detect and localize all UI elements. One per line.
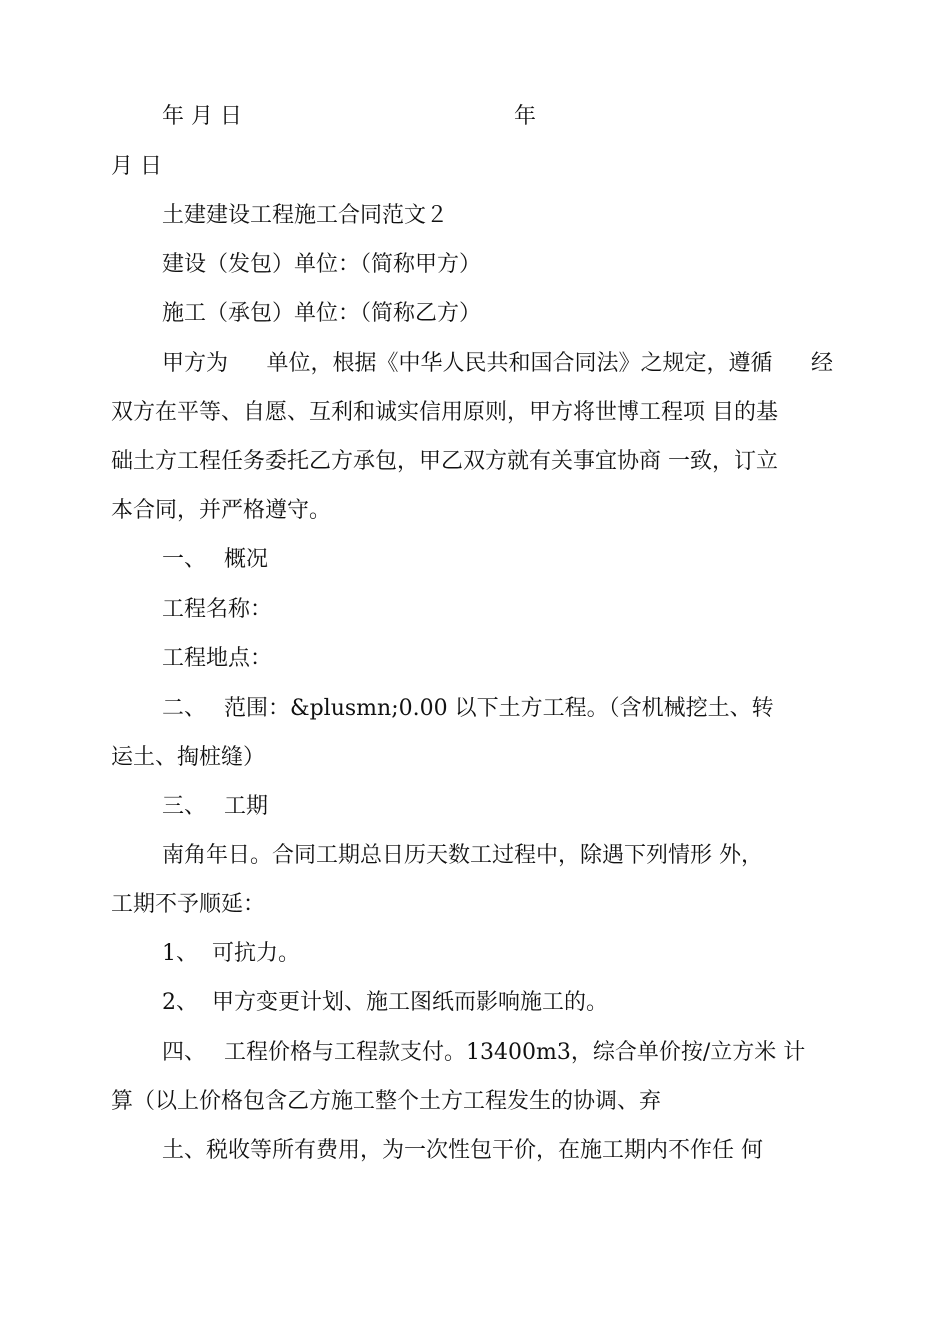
section-2-line bbox=[224, 692, 833, 726]
item-1-number: 1、 bbox=[162, 941, 198, 966]
project-name-label: 工程名称： bbox=[162, 597, 273, 622]
intro-line-1-part-3: 经 bbox=[810, 351, 833, 376]
date-line-left: 年 月 日 bbox=[162, 104, 242, 129]
intro-line-3 bbox=[111, 445, 833, 479]
party-a-line: 建设（发包）单位：（简称甲方） bbox=[162, 252, 482, 277]
intro-line-3-text: 础土方工程任务委托乙方承包，甲乙双方就有关事宜协商 一致，订立 bbox=[111, 449, 778, 474]
section-4-number: 四、 bbox=[162, 1040, 207, 1065]
item-1-text: 可抗力。 bbox=[212, 941, 301, 966]
intro-line-1-part-2: 单位，根据《中华人民共和国合同法》之规定，遵循 bbox=[266, 351, 773, 376]
section-3-title: 工期 bbox=[224, 794, 269, 819]
item-2-number: 2、 bbox=[162, 990, 198, 1015]
section-2-continuation: 运土、掏桩缝） bbox=[111, 745, 266, 770]
intro-line-1-part-1: 甲方为 bbox=[162, 351, 229, 376]
intro-line-4: 本合同，并严格遵守。 bbox=[111, 498, 332, 523]
item-2-text: 甲方变更计划、施工图纸而影响施工的。 bbox=[212, 990, 609, 1015]
schedule-line-2: 工期不予顺延： bbox=[111, 892, 266, 917]
intro-line-2-text: 双方在平等、自愿、互利和诚实信用原则，甲方将世博工程项 目的基 bbox=[111, 400, 778, 425]
project-location-label: 工程地点： bbox=[162, 646, 273, 671]
section-4-text: 工程价格与工程款支付。13400m3，综合单价按/立方米 计 bbox=[224, 1040, 806, 1065]
section-1-title: 概况 bbox=[224, 547, 269, 572]
document-heading: 土建建设工程施工合同范文２ bbox=[162, 203, 449, 228]
section-3-number: 三、 bbox=[162, 794, 207, 819]
date-line-right: 年 bbox=[514, 104, 537, 129]
section-2-text: 范围：&plusmn;0.00 以下土方工程。（含机械挖土、转 bbox=[224, 696, 774, 721]
party-b-line: 施工（承包）单位：（简称乙方） bbox=[162, 301, 482, 326]
schedule-line-1: 南角年日。合同工期总日历天数工过程中，除遇下列情形 外， bbox=[162, 843, 763, 868]
section-4-continuation-1: 算（以上价格包含乙方施工整个土方工程发生的协调、弃 bbox=[111, 1089, 662, 1114]
section-4-continuation-2: 土、税收等所有费用，为一次性包干价，在施工期内不作任 何 bbox=[162, 1138, 763, 1163]
date-line-2: 月 日 bbox=[111, 154, 162, 179]
intro-line-2 bbox=[111, 396, 833, 430]
section-2-number: 二、 bbox=[162, 696, 207, 721]
section-1-number: 一、 bbox=[162, 547, 207, 572]
intro-line-1 bbox=[162, 347, 833, 381]
